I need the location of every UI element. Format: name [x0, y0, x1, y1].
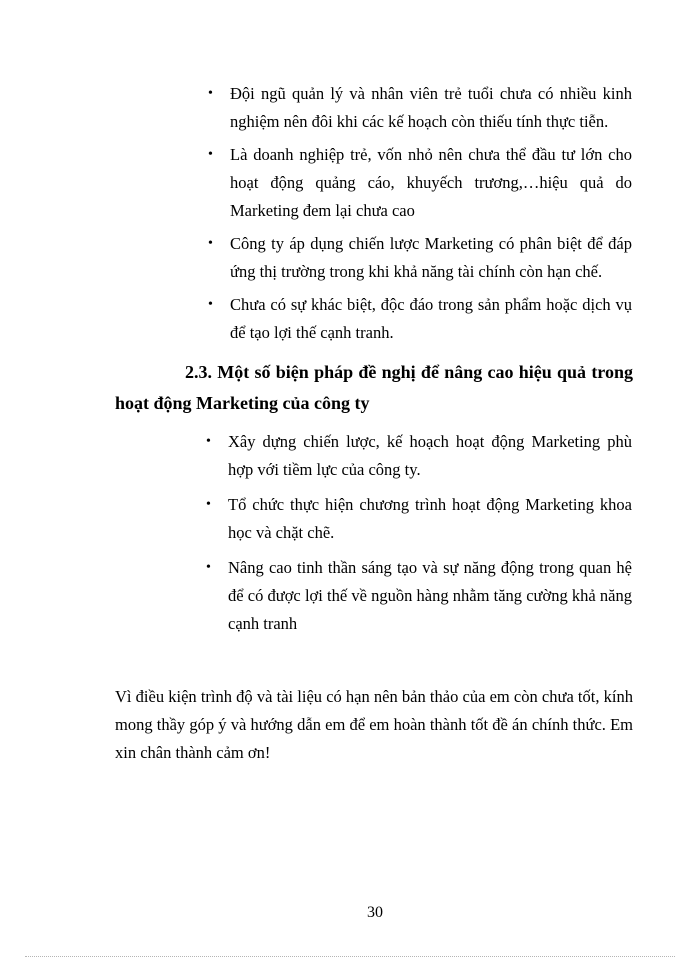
list-item	[208, 141, 632, 225]
list-item	[208, 80, 632, 136]
list-item	[206, 554, 632, 638]
list-item-text: Nâng cao tinh thần sáng tạo và sự năng động trong quan hệ để có được lợi thế về nguồn hàng nhằm tăng cường khả năng cạnh tranh	[228, 558, 632, 633]
footer-divider	[25, 956, 675, 957]
page-number: 30	[367, 904, 383, 921]
bullet-icon: •	[206, 560, 211, 575]
bullet-icon: •	[206, 497, 211, 512]
list-item-text: Đội ngũ quản lý và nhân viên trẻ tuổi chưa có nhiều kinh nghiệm nên đôi khi các kế hoạch còn thiếu tính thực tiễn.	[230, 84, 632, 131]
bullet-icon: •	[208, 86, 213, 101]
list-item	[208, 230, 632, 286]
list-item-text: Tổ chức thực hiện chương trình hoạt động Marketing khoa học và chặt chẽ.	[228, 495, 632, 542]
bullet-icon: •	[208, 236, 213, 251]
closing-paragraph: Vì điều kiện trình độ và tài liệu có hạn nên bản thảo của em còn chưa tốt, kính mong thầy góp ý và hướng dẫn em để em hoàn thành tốt đề án chính thức. Em xin chân thành cảm ơn!	[115, 687, 633, 762]
list-item-text: Xây dựng chiến lược, kế hoạch hoạt động Marketing phù hợp với tiềm lực của công ty.	[228, 432, 632, 479]
section-heading: 2.3. Một số biện pháp đề nghị để nâng cao hiệu quả trong hoạt động Marketing của công ty	[115, 362, 633, 413]
list-item	[206, 428, 632, 484]
weaknesses-list	[208, 80, 632, 352]
list-item-text: Công ty áp dụng chiến lược Marketing có phân biệt để đáp ứng thị trường trong khi khả năng tài chính còn hạn chế.	[230, 234, 632, 281]
bullet-icon: •	[206, 434, 211, 449]
bullet-icon: •	[208, 147, 213, 162]
measures-list	[206, 428, 632, 645]
list-item-text: Chưa có sự khác biệt, độc đáo trong sản phẩm hoặc dịch vụ để tạo lợi thế cạnh tranh.	[230, 295, 632, 342]
list-item-text: Là doanh nghiệp trẻ, vốn nhỏ nên chưa thể đầu tư lớn cho hoạt động quảng cáo, khuyếch trương,…hiệu quả do Marketing đem lại chưa cao	[230, 145, 632, 220]
list-item	[208, 291, 632, 347]
bullet-icon: •	[208, 297, 213, 312]
list-item	[206, 491, 632, 547]
